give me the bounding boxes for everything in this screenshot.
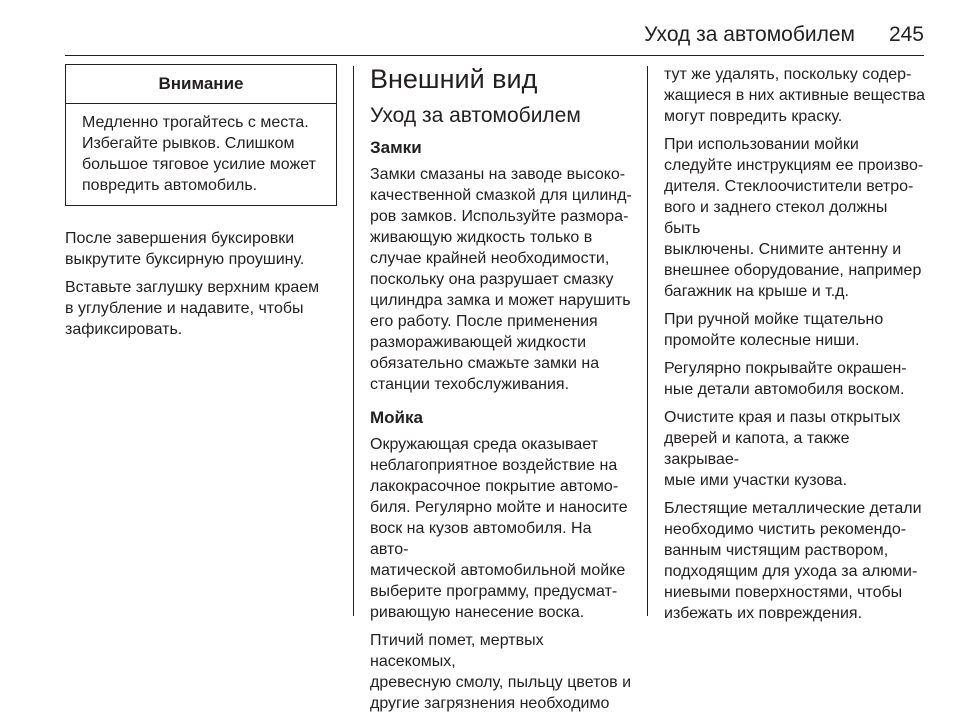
text-line: могут повредить краску. bbox=[664, 108, 843, 125]
text-line: подходящим для ухода за алюми- bbox=[664, 563, 918, 580]
washing-heading: Мойка bbox=[370, 408, 423, 427]
manual-wash-paragraph bbox=[664, 309, 928, 351]
text-line: Очистите края и пазы открытых bbox=[664, 409, 901, 426]
text-line: живающую жидкость только в bbox=[370, 229, 593, 246]
text-line: дителя. Стеклоочистители ветро- bbox=[664, 178, 914, 195]
column-1 bbox=[65, 64, 337, 347]
car-wash-paragraph bbox=[664, 134, 928, 302]
locks-paragraph bbox=[370, 164, 632, 395]
text-line: лакокрасочное покрытие автомо- bbox=[370, 478, 619, 495]
warning-box bbox=[65, 64, 337, 206]
text-line: древесную смолу, пыльцу цветов и bbox=[370, 674, 632, 691]
text-line: в углубление и надавите, чтобы bbox=[65, 300, 304, 317]
column-divider-2 bbox=[647, 66, 648, 616]
text-line: цилиндра замка и может нарушить bbox=[370, 292, 631, 309]
text-line: большое тяговое усилие может bbox=[82, 156, 316, 173]
text-line: тут же удалять, поскольку содер- bbox=[664, 66, 912, 83]
text-line: При ручной мойке тщательно bbox=[664, 311, 884, 328]
text-line: биля. Регулярно мойте и наносите bbox=[370, 499, 628, 516]
text-line: качественной смазкой для цилинд- bbox=[370, 187, 632, 204]
text-line: повредить автомобиль. bbox=[82, 177, 258, 194]
text-line: ванным чистящим раствором, bbox=[664, 542, 889, 559]
text-line: дверей и капота, а также закрывае- bbox=[664, 430, 850, 468]
text-line: другие загрязнения необходимо bbox=[370, 695, 610, 712]
text-line: необходимо чистить рекомендо- bbox=[664, 521, 907, 538]
text-line: ров замков. Используйте размора- bbox=[370, 208, 629, 225]
column-2 bbox=[370, 64, 632, 721]
text-line: После завершения буксировки bbox=[65, 230, 295, 247]
text-line: следуйте инструкциям ее произво- bbox=[664, 157, 924, 174]
text-line: зафиксировать. bbox=[65, 321, 183, 338]
text-line: случае крайней необходимости, bbox=[370, 250, 610, 267]
text-line: Вставьте заглушку верхним краем bbox=[65, 279, 320, 296]
text-line: Окружающая среда оказывает bbox=[370, 436, 598, 453]
text-line: вого и заднего стекол должны быть bbox=[664, 199, 888, 237]
cover-paragraph bbox=[65, 277, 337, 340]
text-line: Блестящие металлические детали bbox=[664, 500, 922, 517]
text-line: багажник на крыше и т.д. bbox=[664, 283, 849, 300]
washing-paragraph-1 bbox=[370, 434, 632, 623]
doors-paragraph bbox=[664, 407, 928, 491]
warning-title: Внимание bbox=[66, 65, 336, 104]
text-line: внешнее оборудование, например bbox=[664, 262, 922, 279]
page-number: 245 bbox=[888, 23, 924, 46]
column-3 bbox=[664, 64, 928, 631]
text-line: При использовании мойки bbox=[664, 136, 859, 153]
metal-parts-paragraph bbox=[664, 498, 928, 624]
washing-paragraph-3 bbox=[664, 64, 928, 127]
text-line: Избегайте рывков. Слишком bbox=[82, 135, 295, 152]
text-line: выключены. Снимите антенну и bbox=[664, 241, 902, 258]
running-title: Уход за автомобилем bbox=[644, 23, 855, 46]
text-line: мые ими участки кузова. bbox=[664, 472, 848, 489]
text-line: ниевыми поверхностями, чтобы bbox=[664, 584, 903, 601]
washing-paragraph-2 bbox=[370, 630, 632, 714]
text-line: Медленно трогайтесь с места. bbox=[82, 114, 309, 131]
header-rule bbox=[65, 55, 924, 56]
text-line: поскольку она разрушает смазку bbox=[370, 271, 614, 288]
text-line: неблагоприятное воздействие на bbox=[370, 457, 618, 474]
text-line: избежать их повреждения. bbox=[664, 605, 863, 622]
text-line: ные детали автомобиля воском. bbox=[664, 381, 905, 398]
column-divider-1 bbox=[353, 66, 354, 616]
text-line: матической автомобильной мойке bbox=[370, 562, 626, 579]
warning-text bbox=[66, 104, 336, 205]
text-line: Замки смазаны на заводе высоко- bbox=[370, 166, 626, 183]
text-line: ривающую нанесение воска. bbox=[370, 604, 585, 621]
towing-eye-paragraph bbox=[65, 228, 337, 270]
text-line: станции техобслуживания. bbox=[370, 376, 570, 393]
running-header bbox=[644, 22, 924, 48]
text-line: жащиеся в них активные вещества bbox=[664, 87, 926, 104]
text-line: Птичий помет, мертвых насекомых, bbox=[370, 632, 544, 670]
text-line: выкрутите буксирную проушину. bbox=[65, 251, 305, 268]
text-line: Регулярно покрывайте окрашен- bbox=[664, 360, 907, 377]
text-line: воск на кузов автомобиля. На авто- bbox=[370, 520, 592, 558]
waxing-paragraph bbox=[664, 358, 928, 400]
text-line: обязательно смажьте замки на bbox=[370, 355, 600, 372]
chapter-heading: Уход за автомобилем bbox=[370, 104, 581, 127]
text-line: промойте колесные ниши. bbox=[664, 332, 860, 349]
section-heading: Внешний вид bbox=[370, 64, 538, 94]
text-line: выберите программу, предусмат- bbox=[370, 583, 618, 600]
text-line: размораживающей жидкости bbox=[370, 334, 587, 351]
text-line: его работу. После применения bbox=[370, 313, 598, 330]
locks-heading: Замки bbox=[370, 138, 422, 157]
